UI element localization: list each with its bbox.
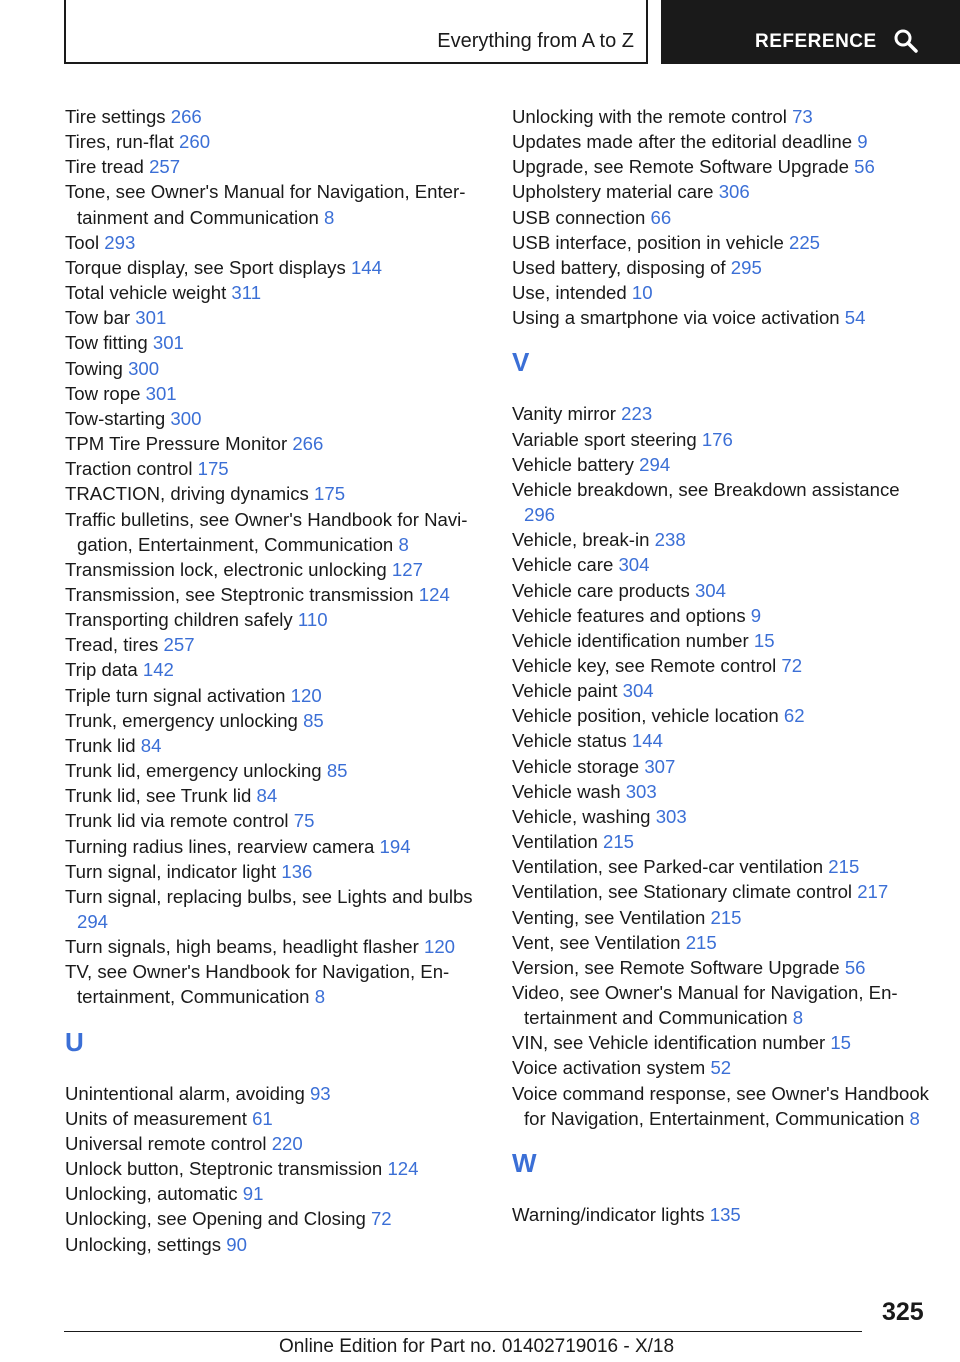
index-entry <box>65 1181 485 1206</box>
index-entry <box>65 557 485 582</box>
index-entry <box>65 507 485 557</box>
index-page-link[interactable]: 175 <box>197 458 229 480</box>
chapter-label: REFERENCE <box>755 31 877 52</box>
index-page-link[interactable]: 257 <box>163 634 195 656</box>
index-entry-term: Vanity mirror <box>512 403 616 425</box>
index-page-link[interactable]: 301 <box>145 382 177 404</box>
index-entry-term: Turning radius lines, rearview camera <box>65 835 375 857</box>
index-entry-term: Vehicle identification number <box>512 629 749 651</box>
index-entry <box>512 280 932 305</box>
index-entry-term: Unlocking with the remote control <box>512 106 787 127</box>
index-entry <box>512 703 932 728</box>
index-page-link[interactable]: 73 <box>792 106 813 127</box>
index-page-link[interactable]: 72 <box>370 1208 392 1230</box>
index-entry <box>512 1055 932 1080</box>
index-page-link[interactable]: 124 <box>387 1158 419 1180</box>
index-entry-term: Tool <box>65 231 100 253</box>
index-page-link[interactable]: 260 <box>179 131 211 153</box>
index-entry-term: Traffic bulletins, see Owner's Handbook for Navigation, Entertainment, Communication <box>65 508 468 555</box>
index-entry <box>65 280 485 305</box>
index-entry <box>65 758 485 783</box>
index-entry-term: Trunk lid <box>65 734 136 756</box>
index-entry-term: Trunk, emergency unlocking <box>65 709 298 731</box>
index-page-link[interactable]: 311 <box>231 282 262 304</box>
index-entry-term: Used battery, disposing of <box>512 256 726 278</box>
index-page-link[interactable]: 304 <box>622 680 654 702</box>
index-page-link[interactable]: 301 <box>135 307 167 329</box>
index-page-link[interactable]: 91 <box>242 1183 264 1205</box>
index-entry-term: Tires, run-flat <box>65 131 174 153</box>
index-entry-term: Vehicle care products <box>512 579 690 601</box>
index-page-link[interactable]: 9 <box>750 604 762 626</box>
index-entry-term: Vehicle status <box>512 730 627 752</box>
index-page-link[interactable]: 294 <box>77 911 109 932</box>
index-entry-term: Voice activation system <box>512 1057 706 1079</box>
index-entry-term: Vehicle key, see Remote control <box>512 654 777 676</box>
index-entry <box>512 1030 932 1055</box>
index-entry-term: Transmission, see Steptronic transmission <box>65 583 414 605</box>
index-page-link[interactable]: 15 <box>830 1032 852 1054</box>
index-entry <box>65 683 485 708</box>
index-entry <box>512 905 932 930</box>
index-page-link[interactable]: 225 <box>789 231 821 253</box>
index-page-link[interactable]: 62 <box>783 705 805 727</box>
index-page-link[interactable]: 56 <box>844 956 866 978</box>
index-entry-term: TPM Tire Pressure Monitor <box>65 433 288 455</box>
index-page-link[interactable]: 90 <box>226 1233 247 1255</box>
index-entry <box>512 179 932 204</box>
index-page-link[interactable]: 93 <box>309 1082 331 1104</box>
index-page-link[interactable]: 15 <box>753 629 775 651</box>
index-entry <box>512 804 932 829</box>
index-entry <box>65 129 485 154</box>
index-entry-term: Vehicle, washing <box>512 805 651 827</box>
index-page-link[interactable]: 127 <box>391 558 423 580</box>
index-entry <box>65 1131 485 1156</box>
index-page-link[interactable]: 144 <box>631 730 663 752</box>
index-page-link[interactable]: 84 <box>256 785 278 807</box>
index-entry <box>512 205 932 230</box>
index-entry <box>65 834 485 859</box>
index-entry-term: Warning/indicator lights <box>512 1203 705 1225</box>
index-page-link[interactable]: 238 <box>654 529 686 551</box>
index-entry-term: Version, see Remote Software Upgrade <box>512 956 840 978</box>
index-entry-term: Trunk lid, emergency unlocking <box>65 760 322 782</box>
index-page-link[interactable]: 8 <box>909 1107 920 1129</box>
footer-divider <box>64 1331 862 1332</box>
index-page-link[interactable]: 304 <box>618 554 650 576</box>
index-page-link[interactable]: 215 <box>828 856 860 878</box>
index-entry <box>65 1081 485 1106</box>
index-entry <box>65 356 485 381</box>
index-column-left <box>65 104 485 1257</box>
section-tab <box>64 0 648 64</box>
index-page-link[interactable]: 135 <box>709 1203 741 1225</box>
index-entry-term: Vehicle breakdown, see Breakdown assistance <box>512 478 900 500</box>
index-entry <box>512 879 932 904</box>
index-page-link[interactable]: 215 <box>685 931 717 953</box>
index-entry <box>65 481 485 506</box>
index-page-link[interactable]: 296 <box>524 504 556 526</box>
index-entry-term: Towing <box>65 357 123 379</box>
index-entry-term: Vehicle storage <box>512 755 640 777</box>
index-entry-term: Tire settings <box>65 106 166 127</box>
index-page-link[interactable]: 301 <box>152 332 184 354</box>
index-entry <box>512 930 932 955</box>
index-page-link[interactable]: 120 <box>290 684 322 706</box>
index-entry-term: Vehicle wash <box>512 780 621 802</box>
index-entry <box>65 884 485 934</box>
index-page-link[interactable]: 9 <box>857 131 868 153</box>
index-page-link[interactable]: 215 <box>710 906 742 928</box>
index-entry <box>65 179 485 229</box>
index-entry <box>512 230 932 255</box>
index-page-link[interactable]: 304 <box>694 579 726 601</box>
index-entry-term: Total vehicle weight <box>65 282 227 304</box>
index-entry <box>512 754 932 779</box>
index-letter-heading: U <box>65 1026 84 1057</box>
index-entry <box>512 255 932 280</box>
index-entry <box>512 628 932 653</box>
index-page-link[interactable]: 257 <box>149 156 181 178</box>
index-entry <box>65 733 485 758</box>
index-entry-term: Vent, see Ventilation <box>512 931 681 953</box>
index-page-link[interactable]: 223 <box>621 403 653 425</box>
index-entry-term: Turn signal, replacing bulbs, see Lights and bulbs <box>65 885 473 907</box>
index-entry-term: Ventilation, see Parked-car ventilation <box>512 856 824 878</box>
index-page-link[interactable]: 8 <box>398 533 409 555</box>
index-entry <box>512 1202 932 1227</box>
index-page-link[interactable]: 266 <box>170 106 202 127</box>
index-page-link[interactable]: 194 <box>379 835 411 857</box>
index-entry <box>65 104 485 129</box>
index-entry <box>512 401 932 426</box>
index-entry <box>65 959 485 1009</box>
index-entry <box>65 808 485 833</box>
index-page-link[interactable]: 8 <box>792 1007 804 1029</box>
index-entry <box>65 1156 485 1181</box>
search-icon[interactable] <box>893 28 919 54</box>
index-entry-term: USB interface, position in vehicle <box>512 231 784 253</box>
index-entry <box>65 255 485 280</box>
index-entry <box>512 603 932 628</box>
index-entry <box>512 452 932 477</box>
index-entry <box>65 1106 485 1131</box>
index-page-link[interactable]: 176 <box>701 428 733 450</box>
index-entry-term: Vehicle features and options <box>512 604 746 626</box>
index-page-link[interactable]: 136 <box>281 860 313 882</box>
index-page-link[interactable]: 300 <box>170 407 202 429</box>
index-entry <box>512 980 932 1030</box>
index-entry <box>512 1081 932 1131</box>
index-entry-term: Vehicle position, vehicle location <box>512 705 779 727</box>
index-entry <box>65 154 485 179</box>
index-page-link[interactable]: 85 <box>303 709 324 731</box>
index-entry <box>512 427 932 452</box>
index-entry-term: Unlocking, see Opening and Closing <box>65 1208 366 1230</box>
index-entry <box>512 728 932 753</box>
index-letter-heading: V <box>512 347 530 378</box>
index-entry <box>65 582 485 607</box>
index-page-link[interactable]: 8 <box>314 986 326 1008</box>
index-entry <box>512 527 932 552</box>
index-entry <box>65 859 485 884</box>
index-entry <box>65 708 485 733</box>
index-entry-term: Trip data <box>65 659 138 681</box>
index-entry <box>65 607 485 632</box>
index-page-link[interactable]: 295 <box>730 256 762 278</box>
index-page-link[interactable]: 303 <box>655 805 687 827</box>
index-entry-term: Updates made after the editorial deadline <box>512 131 853 153</box>
index-entry-term: Unlocking, automatic <box>65 1183 238 1205</box>
index-entry-term: Unlocking, settings <box>65 1233 222 1255</box>
index-entry-term: Tread, tires <box>65 634 159 656</box>
index-page-link[interactable]: 300 <box>128 357 160 379</box>
index-entry <box>65 1206 485 1231</box>
index-entry-term: Venting, see Ventilation <box>512 906 706 928</box>
index-page-link[interactable]: 10 <box>631 282 653 304</box>
index-entry <box>65 783 485 808</box>
index-entry-term: Units of measurement <box>65 1107 247 1129</box>
index-page-link[interactable]: 66 <box>650 206 672 228</box>
index-page-link[interactable]: 293 <box>104 231 136 253</box>
index-entry <box>65 431 485 456</box>
index-entry-term: Voice command response, see Owner's Handbook for Navigation, Entertainment, Communication <box>512 1082 929 1129</box>
index-entry-term: Upgrade, see Remote Software Upgrade <box>512 156 849 178</box>
index-letter-heading: W <box>512 1147 537 1178</box>
index-page-link[interactable]: 306 <box>718 181 750 203</box>
index-entry-term: TV, see Owner's Handbook for Navigation, Entertainment, Communication <box>65 961 450 1008</box>
index-entry <box>65 934 485 959</box>
index-entry-term: Triple turn signal activation <box>65 684 286 706</box>
index-page-link[interactable]: 85 <box>326 760 348 782</box>
index-entry <box>65 406 485 431</box>
index-entry <box>512 154 932 179</box>
footer-edition <box>279 1336 674 1358</box>
index-entry-term: Tow-starting <box>65 407 166 429</box>
index-entry-term: Traction control <box>65 458 193 480</box>
index-page-link[interactable]: 54 <box>844 307 866 329</box>
index-entry <box>512 305 932 330</box>
index-entry <box>65 381 485 406</box>
index-page-link[interactable]: 303 <box>625 780 657 802</box>
index-page-link[interactable]: 266 <box>292 433 324 455</box>
index-page-link[interactable]: 215 <box>602 831 635 853</box>
index-entry-term: Ventilation <box>512 831 598 853</box>
index-entry-term: VIN, see Vehicle identification number <box>512 1032 826 1054</box>
index-entry-term: TRACTION, driving dynamics <box>65 483 309 505</box>
index-entry-term: Transmission lock, electronic unlocking <box>65 558 387 580</box>
index-entry-term: Tow fitting <box>65 332 148 354</box>
index-page-link[interactable]: 144 <box>350 256 382 278</box>
index-entry <box>65 456 485 481</box>
index-entry-term: Use, intended <box>512 282 627 304</box>
index-entry-term: Tow bar <box>65 307 131 329</box>
index-entry <box>512 779 932 804</box>
index-page-link[interactable]: 120 <box>424 936 456 958</box>
index-entry <box>512 653 932 678</box>
index-entry-term: Torque display, see Sport displays <box>65 256 346 278</box>
page-header <box>0 0 960 66</box>
index-entry-term: USB connection <box>512 206 646 228</box>
index-page-link[interactable]: 110 <box>297 609 328 631</box>
index-entry-term: Trunk lid via remote control <box>65 810 289 832</box>
index-entry-term: Vehicle, break-in <box>512 529 650 551</box>
index-entry-term: Vehicle paint <box>512 680 618 702</box>
edition-text: Online Edition for Part no. 01402719016 - X/18 <box>279 1336 675 1357</box>
index-entry-term: Trunk lid, see Trunk lid <box>65 785 252 807</box>
index-entry-term: Universal remote control <box>65 1132 267 1154</box>
index-page-link[interactable]: 142 <box>142 659 174 681</box>
index-page-link[interactable]: 294 <box>639 453 671 475</box>
index-entry-term: Unlock button, Steptronic transmission <box>65 1158 383 1180</box>
index-entry <box>512 104 932 129</box>
index-entry <box>512 854 932 879</box>
index-entry-term: Video, see Owner's Manual for Navigation, Entertainment and Communication <box>512 982 898 1029</box>
index-page-link[interactable]: 75 <box>293 810 315 832</box>
index-page-link[interactable]: 61 <box>252 1107 273 1129</box>
index-entry <box>512 578 932 603</box>
index-page-link[interactable]: 217 <box>857 881 889 903</box>
index-entry <box>65 1232 485 1257</box>
index-entry-term: Turn signals, high beams, headlight flasher <box>65 936 419 958</box>
index-entry-term: Turn signal, indicator light <box>65 860 277 882</box>
index-entry-term: Tire tread <box>65 156 144 178</box>
index-page-link[interactable]: 56 <box>854 156 875 178</box>
index-entry <box>65 330 485 355</box>
index-entry <box>512 477 932 527</box>
index-entry <box>512 129 932 154</box>
index-page-link[interactable]: 8 <box>324 206 335 228</box>
index-column-right <box>512 104 932 1227</box>
index-entry-term: Variable sport steering <box>512 428 697 450</box>
index-entry <box>65 632 485 657</box>
chapter-tab[interactable] <box>661 0 960 64</box>
index-page-link[interactable]: 72 <box>781 654 803 676</box>
index-entry <box>512 678 932 703</box>
index-entry-term: Ventilation, see Stationary climate control <box>512 881 853 903</box>
index-page-link[interactable]: 175 <box>314 483 346 505</box>
index-page-link[interactable]: 84 <box>140 734 162 756</box>
index-entry-term: Using a smartphone via voice activation <box>512 307 840 329</box>
index-entry <box>512 552 932 577</box>
index-entry-term: Vehicle care <box>512 554 614 576</box>
index-page-link[interactable]: 307 <box>644 755 676 777</box>
index-entry <box>512 955 932 980</box>
index-entry <box>65 305 485 330</box>
index-entry <box>512 829 932 854</box>
index-entry <box>65 657 485 682</box>
index-page-link[interactable]: 220 <box>271 1132 303 1154</box>
index-entry-term: Tone, see Owner's Manual for Navigation, Entertainment and Communication <box>65 181 466 228</box>
index-entry-term: Vehicle battery <box>512 453 634 475</box>
index-entry-term: Tow rope <box>65 382 141 404</box>
index-page-link[interactable]: 124 <box>418 583 450 605</box>
index-page-link[interactable]: 52 <box>710 1057 732 1079</box>
index-entry <box>65 230 485 255</box>
index-entry-term: Transporting children safely <box>65 609 293 631</box>
section-title: Everything from A to Z <box>437 30 634 52</box>
index-entry-term: Upholstery material care <box>512 181 714 203</box>
page-number: 325 <box>882 1298 924 1326</box>
index-entry-term: Unintentional alarm, avoiding <box>65 1082 305 1104</box>
